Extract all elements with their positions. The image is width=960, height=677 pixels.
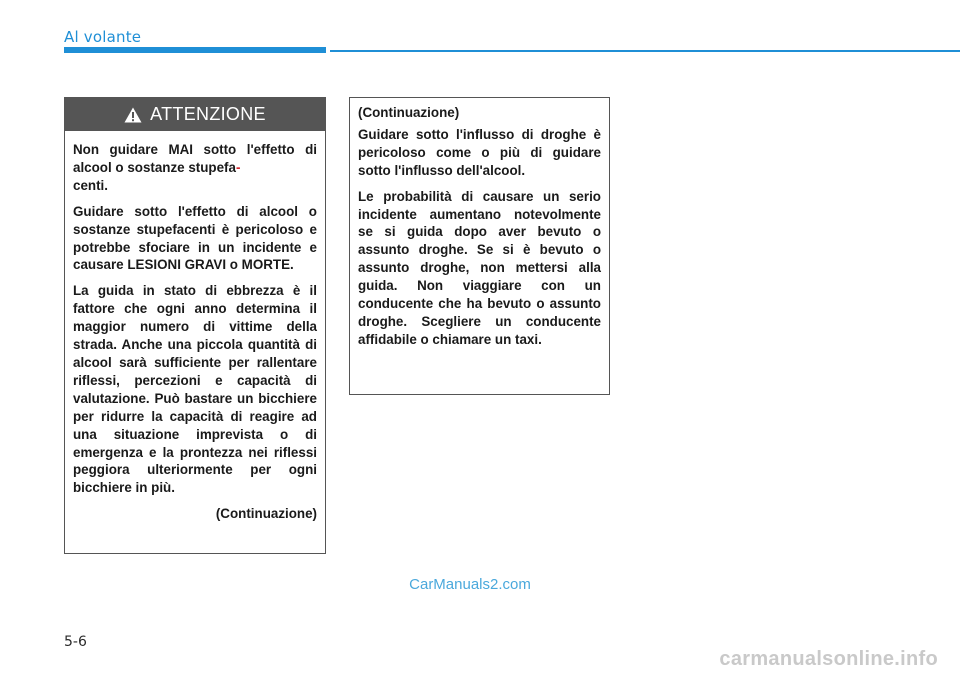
warning-header-label: ATTENZIONE	[150, 104, 266, 124]
para1-hyphen: -	[235, 159, 241, 175]
warning-box-right-body	[350, 98, 609, 349]
para1-main-text: Non guidare MAI sotto l'effetto di alcool o sostanze stupefa	[73, 142, 317, 175]
header-rule-thick	[64, 47, 326, 53]
warning-box-left	[64, 97, 326, 554]
warning-paragraph-2: Guidare sotto l'effetto di alcool o sostanze stupefacenti è pericoloso e potrebbe sfociare in un incidente e causare LESIONI GRAVI o MORTE.	[73, 203, 317, 273]
para1-end-text: centi.	[73, 177, 108, 193]
header-rule-thin	[330, 50, 960, 52]
watermark-text: CarManuals2.com	[409, 576, 531, 593]
warning-paragraph-1	[73, 141, 317, 195]
continuation-label: (Continuazione)	[215, 506, 317, 522]
page-number: 5-6	[64, 634, 87, 650]
warning-box-body	[65, 131, 325, 523]
warning-paragraph-3: La guida in stato di ebbrezza è il fattore che ogni anno determina il maggior numero di vittime della strada. Anche una piccola quantità di alcool sarà sufficiente per rallentare riflessi, percezioni e capacità di valutazione. Può bastare un bicchiere per ridurre la capacità di reagire ad una situazione imprevista o di emergenza e la prontezza nei riflessi peggiora ulteriormente per ogni bicchiere in più.	[73, 283, 317, 496]
footer-site-watermark: carmanualsonline.info	[719, 648, 938, 670]
warning-triangle-icon	[124, 107, 142, 123]
continuation-label-right: (Continuazione)	[358, 105, 460, 120]
warning-right-paragraph-2: Le probabilità di causare un serio incidente aumentano notevolmente se si guida dopo aver bevuto o assunto droghe. Se si è bevuto o assunto droghe, non mettersi alla guida. Non viaggiare con un conducente che ha bevuto o assunto droghe. Scegliere un conducente affidabile o chiamare un taxi.	[358, 188, 601, 347]
warning-box-header	[65, 98, 325, 131]
warning-right-paragraph-1: Guidare sotto l'influsso di droghe è pericoloso come o più di guidare sotto l'influsso dell'alcool.	[358, 126, 601, 178]
warning-box-right	[349, 97, 610, 395]
section-title: Al volante	[64, 28, 142, 46]
